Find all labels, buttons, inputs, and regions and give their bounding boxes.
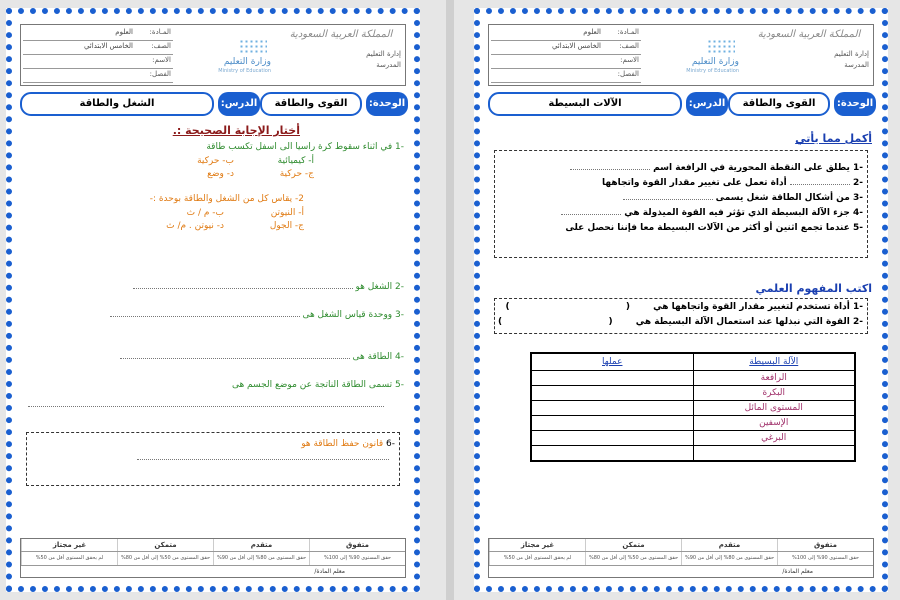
level-label: متقدم (681, 539, 777, 551)
machine-name: البكرة (693, 386, 855, 401)
level-label: متقدم (213, 539, 309, 551)
page-header (488, 24, 874, 86)
simple-machines-table (530, 352, 856, 462)
item-number: -2 (852, 178, 863, 188)
level-label: متمكن (585, 539, 681, 551)
assessment-footer (488, 538, 874, 578)
admin-label: إدارة التعليم (366, 50, 401, 58)
item-number: -6 (386, 439, 395, 449)
level-criterion[interactable]: حقق المستوى 90% إلى 100% (777, 552, 873, 565)
level-criterion[interactable]: حقق المستوى 90% إلى 100% (309, 552, 405, 565)
complete-item (495, 193, 863, 203)
level-criterion[interactable]: لم يحقق المستوى أقل من 50% (21, 552, 117, 565)
section-title-2: اكتب المفهوم العلمي (755, 282, 872, 295)
item-number: -2 (395, 282, 404, 292)
item-number: -3 (395, 310, 404, 320)
item-row (22, 380, 404, 390)
item-text: الطاقة هى (352, 352, 393, 362)
item-number: -5 (395, 380, 404, 390)
complete-item (495, 178, 863, 188)
ministry-en: Ministry of Education (686, 68, 739, 74)
kingdom-block (281, 29, 401, 79)
q-text: يقاس كل من الشغل والطاقة بوحدة :- (149, 194, 293, 204)
lesson-label: الدرس: (686, 92, 728, 116)
ministry-logo (181, 37, 271, 73)
item-number: -3 (852, 193, 863, 203)
concept-item (495, 317, 863, 327)
item-text: يطلق على النقطة المحورية في الرافعة اسم (653, 163, 850, 173)
level-criterion[interactable]: حقق المستوى من 80% إلى أقل من 90% (213, 552, 309, 565)
choice[interactable]: ب- حركية (197, 156, 234, 166)
machine-function-cell[interactable] (531, 386, 693, 401)
info-value[interactable]: الخامس الابتدائي (551, 42, 601, 50)
q-number: 2- (295, 194, 304, 204)
info-label: المـادة: (149, 28, 171, 36)
level-criterion[interactable]: حقق المستوى من 80% إلى أقل من 90% (681, 552, 777, 565)
empty-cell[interactable] (531, 446, 693, 462)
unit-label: الوحدة: (834, 92, 876, 116)
paren-close: ) (498, 317, 503, 327)
machine-function-cell[interactable] (531, 371, 693, 386)
lesson-label: الدرس: (218, 92, 260, 116)
q6-box (26, 432, 400, 486)
questions-area (22, 122, 404, 542)
item-row (22, 310, 404, 320)
student-info (23, 27, 173, 81)
info-label: الصف: (619, 42, 639, 50)
item-text: القوة التي نبذلها عند استعمال الآلة البسيطة هي (635, 317, 850, 327)
kingdom-block (749, 29, 869, 79)
section-title: أختار الإجابة الصحيحة :. (172, 124, 300, 137)
info-label: الفصل: (149, 70, 171, 78)
item-row (22, 352, 404, 362)
level-label: غير مجتاز (21, 539, 117, 551)
machine-function-cell[interactable] (531, 401, 693, 416)
info-label: الصف: (151, 42, 171, 50)
choice[interactable]: أ- النيوتن (270, 208, 304, 218)
page-gutter (446, 0, 454, 600)
machine-function-cell[interactable] (531, 431, 693, 446)
choice[interactable]: ج- الجول (269, 221, 304, 231)
level-label: متفوق (309, 539, 405, 551)
item-text: من أشكال الطاقة شغل يسمى (715, 193, 850, 203)
section-title: أكمل مما يأتي (795, 132, 872, 145)
choice[interactable]: ب- م / ث (186, 208, 224, 218)
answer-line[interactable] (561, 214, 621, 215)
info-value[interactable]: الخامس الابتدائي (83, 42, 133, 50)
page-header (20, 24, 406, 86)
complete-item (495, 208, 863, 218)
ministry-name: وزارة التعليم (691, 57, 739, 67)
q-text: في اثناء سقوط كرة راسيا الى اسفل تكسب طاقة (206, 142, 393, 152)
ministry-name: وزارة التعليم (223, 57, 271, 67)
info-label: الاسم: (620, 56, 639, 64)
q-number: -1 (395, 142, 404, 152)
col-header: الآلة البسيطة (693, 353, 855, 371)
empty-cell[interactable] (693, 446, 855, 462)
admin-label: إدارة التعليم (834, 50, 869, 58)
item-text: ووحدة قياس الشغل هى (302, 310, 393, 320)
answer-line[interactable] (570, 169, 650, 170)
teacher-label: معلم المادة/ (782, 568, 813, 575)
answer-line[interactable] (110, 316, 300, 317)
machine-name: الرافعة (693, 371, 855, 386)
choice[interactable]: د- نيوتن . م/ ث (166, 221, 224, 231)
machine-function-cell[interactable] (531, 416, 693, 431)
answer-line[interactable] (28, 406, 384, 407)
col-header: عملها (531, 353, 693, 371)
choice[interactable]: أ- كيميائية (277, 156, 314, 166)
unit-bar (12, 88, 414, 116)
student-info (491, 27, 641, 81)
unit-bar (480, 88, 882, 116)
item-number: -2 (852, 317, 863, 327)
concept-item (495, 302, 863, 312)
paren-open: ( (608, 317, 613, 327)
answer-line[interactable] (790, 184, 850, 185)
assessment-footer (20, 538, 406, 578)
item-text: جزء الآلة البسيطة الذي تؤثر فيه القوة الميذولة هي (624, 208, 850, 218)
answer-line[interactable] (137, 459, 389, 460)
answer-line[interactable] (120, 358, 350, 359)
unit-name: القوى والطاقة (728, 92, 830, 116)
unit-name: القوى والطاقة (260, 92, 362, 116)
ministry-logo (649, 37, 739, 73)
ministry-dots-icon (239, 39, 267, 53)
ministry-dots-icon (707, 39, 735, 53)
paren-close: ) (505, 302, 510, 312)
item-row (27, 439, 395, 449)
answer-line[interactable] (623, 199, 713, 200)
item-text: أداة تستخدم لتغيير مقدار القوة واتجاهها هي (653, 302, 850, 312)
item-number: -4 (852, 208, 863, 218)
level-label: متمكن (117, 539, 213, 551)
item-text: تسمى الطاقة الناتجة عن موضع الجسم هى (231, 380, 393, 390)
questions-area (490, 122, 872, 542)
item-text: الشغل هو (355, 282, 393, 292)
info-label: الفصل: (617, 70, 639, 78)
level-criterion[interactable]: حقق المستوى من 50% إلى أقل من 80% (585, 552, 681, 565)
school-label: المدرسة (376, 61, 401, 69)
ministry-en: Ministry of Education (218, 68, 271, 74)
school-label: المدرسة (844, 61, 869, 69)
answer-line[interactable] (133, 288, 353, 289)
level-criterion[interactable]: حقق المستوى من 50% إلى أقل من 80% (117, 552, 213, 565)
concepts-box (494, 298, 868, 334)
kingdom-logo: المملكة العربية السعودية (289, 29, 393, 40)
kingdom-logo: المملكة العربية السعودية (757, 29, 861, 40)
item-number: -1 (852, 163, 863, 173)
item-text: أداة تعمل على تغيير مقدار القوة واتجاهها (602, 178, 787, 188)
worksheet-page-work-energy (6, 8, 420, 592)
choice[interactable]: د- وضع (207, 169, 234, 179)
teacher-label: معلم المادة/ (314, 568, 345, 575)
choice[interactable]: ج- حركية (279, 169, 314, 179)
complete-box (494, 150, 868, 258)
level-label: متفوق (777, 539, 873, 551)
machine-name: المستوى المائل (693, 401, 855, 416)
lesson-name: الآلات البسيطة (488, 92, 682, 116)
level-label: غير مجتاز (489, 539, 585, 551)
item-text: قانون حفظ الطاقة هو (301, 439, 384, 449)
complete-item (495, 163, 863, 173)
info-label: الاسم: (152, 56, 171, 64)
item-row (22, 282, 404, 292)
info-value[interactable]: العلوم (115, 28, 133, 36)
item-number: -5 (852, 223, 863, 233)
info-label: المـادة: (617, 28, 639, 36)
item-text: عندما تجمع اثنين أو أكثر من الآلات البسيطة معا فإننا نحصل على (565, 223, 850, 233)
complete-item (495, 223, 863, 233)
machine-name: الإسفين (693, 416, 855, 431)
unit-label: الوحدة: (366, 92, 408, 116)
info-value[interactable]: العلوم (583, 28, 601, 36)
level-criterion[interactable]: لم يحقق المستوى أقل من 50% (489, 552, 585, 565)
worksheet-page-simple-machines (474, 8, 888, 592)
item-number: -1 (852, 302, 863, 312)
machine-name: البرغي (693, 431, 855, 446)
item-number: -4 (395, 352, 404, 362)
lesson-name: الشغل والطاقة (20, 92, 214, 116)
paren-open: ( (625, 302, 630, 312)
